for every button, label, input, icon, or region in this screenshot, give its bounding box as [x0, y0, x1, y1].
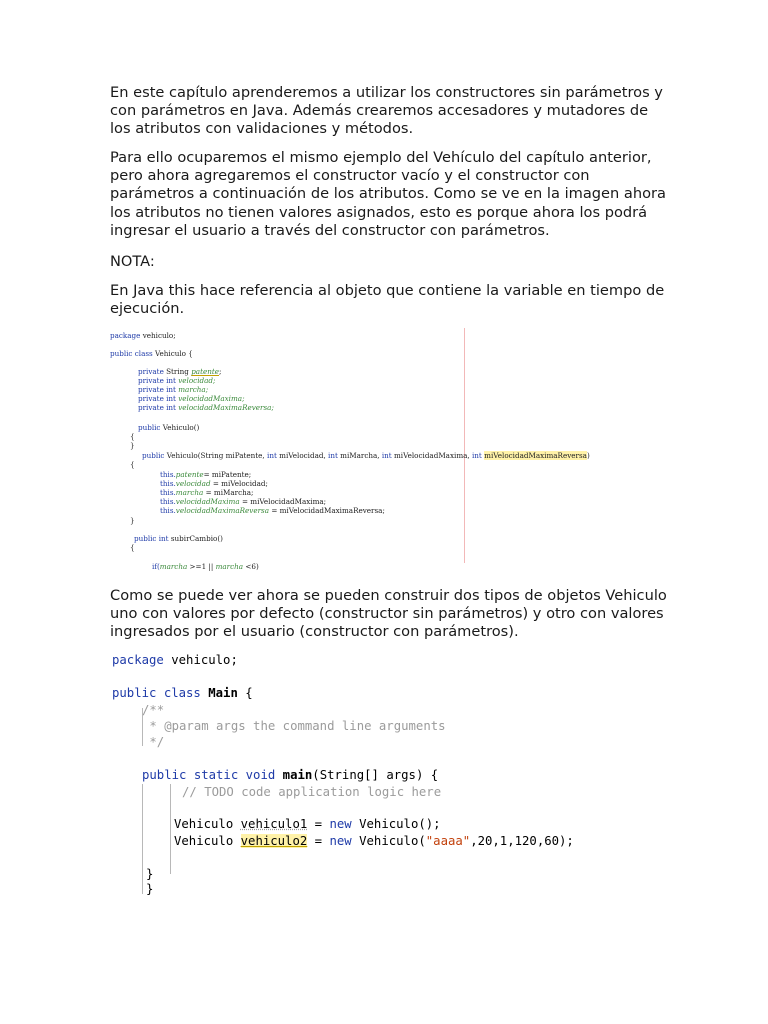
code-line: }: [146, 882, 154, 896]
code-line: Vehiculo vehiculo1 = new Vehiculo();: [174, 817, 441, 831]
code-line: }: [130, 516, 135, 525]
code-line: }: [130, 441, 135, 450]
indent-guide: [170, 784, 171, 874]
code-line: public Vehiculo(): [138, 423, 200, 432]
code-line: if(marcha >=1 || marcha <6): [152, 562, 259, 571]
margin-ruler: [464, 328, 465, 563]
paragraph-intro: En este capítulo aprenderemos a utilizar los constructores sin parámetros y con parámetros en Java. Además crearemos accesadores y mutadores de los atributos con validaciones y métodos.: [110, 84, 663, 138]
code-line: {: [130, 460, 135, 469]
code-comment: /**: [142, 703, 165, 717]
code-line: this.velocidadMaximaReversa = miVelocidadMaximaReversa;: [160, 506, 385, 515]
code-line: public static void main(String[] args) {: [142, 768, 439, 782]
code-line: private String patente;: [138, 367, 222, 376]
code-line: private int velocidadMaxima;: [138, 394, 245, 403]
code-line: private int velocidadMaximaReversa;: [138, 403, 274, 412]
code-image-vehiculo: [110, 328, 670, 571]
code-line: public class Vehiculo {: [110, 349, 193, 358]
code-comment: */: [142, 735, 165, 749]
code-line: package vehiculo;: [112, 653, 238, 667]
code-line: this.velocidadMaxima = miVelocidadMaxima;: [160, 497, 327, 506]
code-image-main: [112, 650, 672, 900]
paragraph-example: Para ello ocuparemos el mismo ejemplo del Vehículo del capítulo anterior, pero ahora agregaremos el constructor vacío y el constructor con parámetros a continuación de los atributos. Como se ve en la imagen ahora los atributos no tienen valores asignados, esto es porque ahora los podrá ingresar el usuario a través del constructor con parámetros.: [110, 149, 666, 239]
code-line: this.velocidad = miVelocidad;: [160, 479, 268, 488]
code-line: public class Main {: [112, 686, 253, 700]
paragraph-two-objects: Como se puede ver ahora se pueden construir dos tipos de objetos Vehiculo uno con valores por defecto (constructor sin parámetros) y otro con valores ingresados por el usuario (constructor con parámetros).: [110, 587, 667, 641]
code-line: public Vehiculo(String miPatente, int miVelocidad, int miMarcha, int miVelocidadMaxima, int miVelocidadMaximaReversa): [142, 451, 590, 460]
code-line: public int subirCambio(): [134, 534, 223, 543]
code-line: this.patente= miPatente;: [160, 470, 252, 479]
code-line: {: [130, 432, 135, 441]
code-line: Vehiculo vehiculo2 = new Vehiculo("aaaa",20,1,120,60);: [174, 834, 574, 848]
code-comment-todo: // TODO code application logic here: [182, 785, 442, 799]
paragraph-note-label: NOTA:: [110, 253, 155, 270]
paragraph-note-this: En Java this hace referencia al objeto que contiene la variable en tiempo de ejecución.: [110, 282, 665, 318]
code-line: private int marcha;: [138, 385, 209, 394]
code-line: {: [130, 543, 135, 552]
code-line: }: [146, 867, 154, 881]
code-comment: * @param args the command line arguments: [142, 719, 446, 733]
code-line: private int velocidad;: [138, 376, 216, 385]
indent-guide: [142, 784, 143, 894]
code-line: this.marcha = miMarcha;: [160, 488, 254, 497]
code-line: package vehiculo;: [110, 331, 176, 340]
